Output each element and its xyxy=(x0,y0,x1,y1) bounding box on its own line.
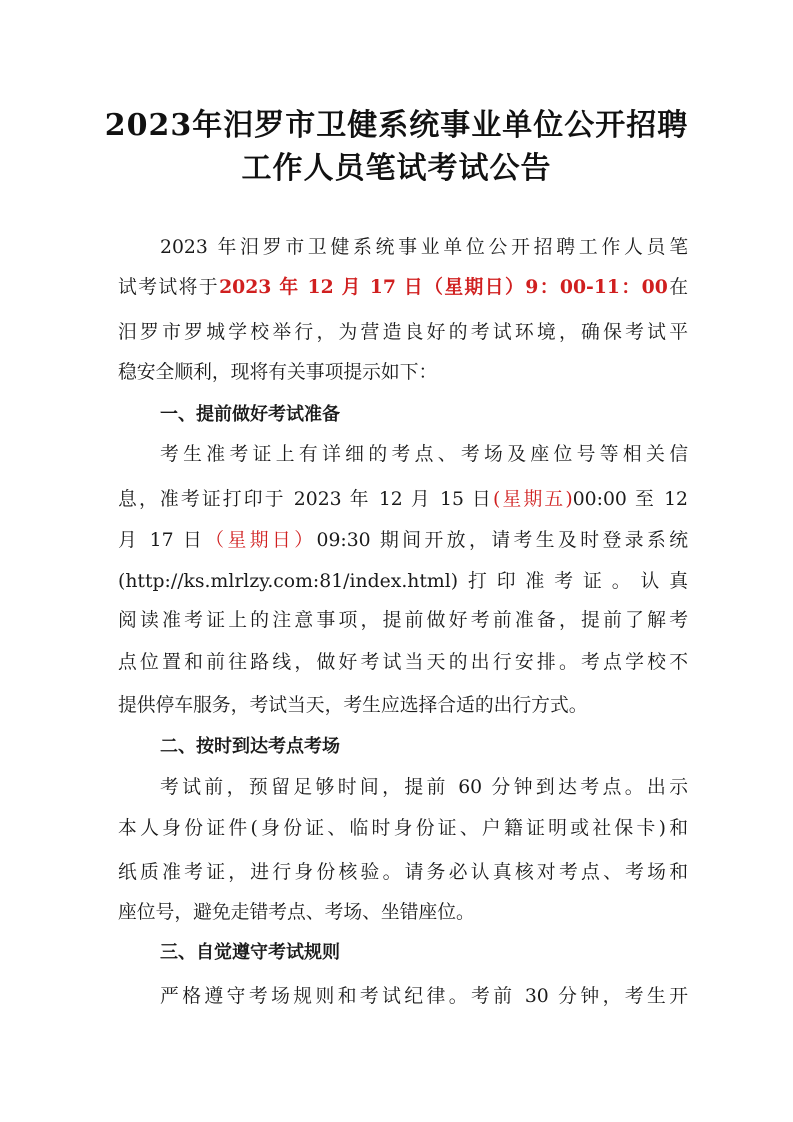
intro-line-2-text: 试考试将于 xyxy=(118,277,220,298)
section1-line-1: 考生准考证上有详细的考点、考场及座位号等相关信 xyxy=(160,444,688,465)
section1-line-2 xyxy=(118,484,688,511)
section2-line-4: 座位号，避免走错考点、考场、坐错座位。 xyxy=(118,902,475,923)
page-title-line2: 工作人员笔试考试公告 xyxy=(241,151,552,186)
page-title-line1: 2023年汨罗市卫健系统事业单位公开招聘 xyxy=(104,108,689,143)
intro-line-3: 汨罗市罗城学校举行，为营造良好的考试环境，确保考试平 xyxy=(118,322,688,343)
section1-line-4-url: (http://ks.mlrlzy.com:81/index.html)打印准考证。认真 xyxy=(118,571,688,592)
section1-line-6: 点位置和前往路线，做好考试当天的出行安排。考点学校不 xyxy=(118,652,688,673)
intro-line-4: 稳安全顺利，现将有关事项提示如下： xyxy=(118,362,438,383)
section3-line-1: 严格遵守考场规则和考试纪律。考前 30 分钟，考生开 xyxy=(160,986,688,1007)
exam-date-time: 2023 年 12 月 17 日（星期日）9：00-11：00 xyxy=(219,276,668,298)
section1-line-3-end: 09:30 期间开放，请考生及时登录系统 xyxy=(316,530,689,551)
section1-line-3-text: 月 17 日 xyxy=(118,530,206,551)
section2-line-3: 纸质准考证，进行身份核验。请务必认真核对考点、考场和 xyxy=(118,862,688,883)
section1-heading: 一、提前做好考试准备 xyxy=(160,404,340,425)
section2-heading: 二、按时到达考点考场 xyxy=(160,736,340,757)
section1-line-3 xyxy=(118,525,688,552)
section1-line-7: 提供停车服务，考试当天，考生应选择合适的出行方式。 xyxy=(118,695,588,716)
section2-line-2: 本人身份证件(身份证、临时身份证、户籍证明或社保卡)和 xyxy=(118,818,688,839)
intro-line-1: 2023 年汨罗市卫健系统事业单位公开招聘工作人员笔 xyxy=(160,237,688,258)
section1-line-5: 阅读准考证上的注意事项，提前做好考前准备，提前了解考 xyxy=(118,610,688,631)
weekday-sunday: （星期日） xyxy=(205,530,317,551)
section2-line-1: 考试前，预留足够时间，提前 60 分钟到达考点。出示 xyxy=(160,777,688,798)
section1-line-2-end: 00:00 至 12 xyxy=(572,489,689,510)
section3-heading: 三、自觉遵守考试规则 xyxy=(160,942,340,963)
section1-line-2-text: 息，准考证打印于 2023 年 12 月 15 日 xyxy=(118,489,494,510)
intro-line-2-end: 在 xyxy=(667,277,688,298)
weekday-friday: (星期五) xyxy=(493,489,573,510)
intro-line-2 xyxy=(118,272,688,299)
